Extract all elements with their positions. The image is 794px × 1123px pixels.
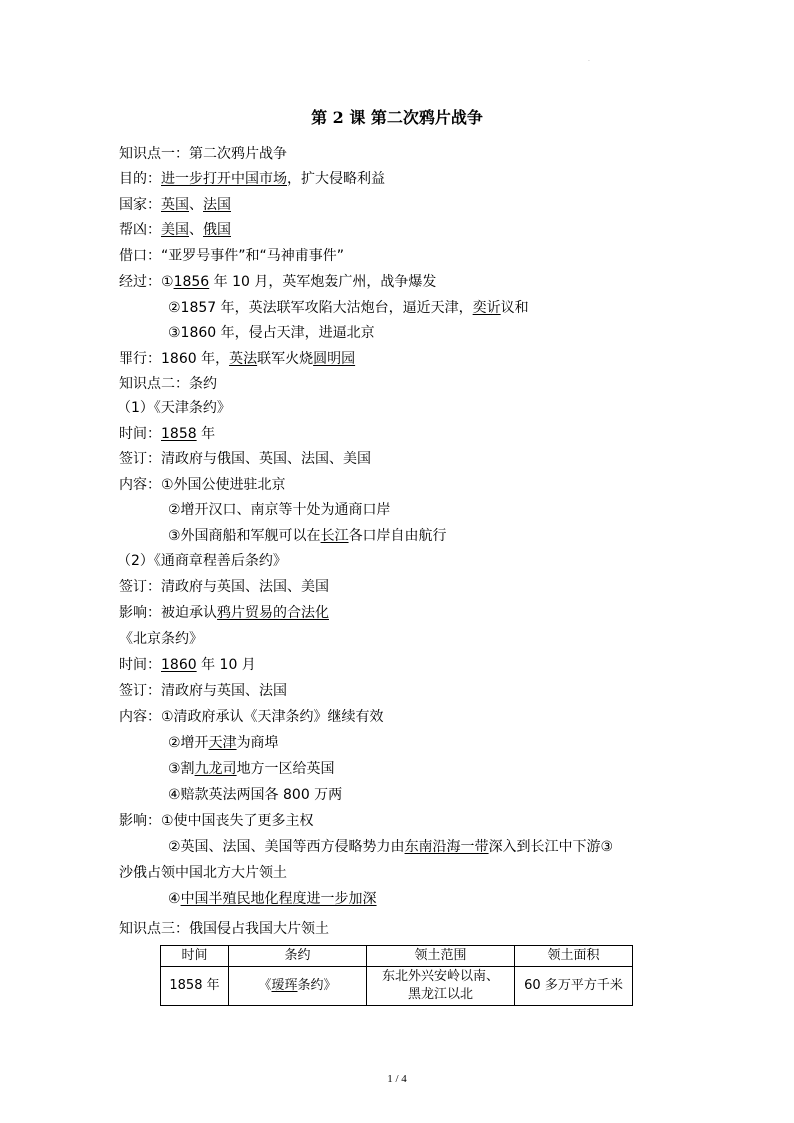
t1-content-3 [168, 526, 447, 546]
t3-time-line [119, 655, 256, 675]
country-britain: 英国 [161, 197, 189, 213]
beijing-treaty-heading: 《北京条约》 [119, 631, 203, 647]
table-header-row [161, 946, 633, 967]
t3-time-rest: 年 10 月 [196, 657, 256, 673]
course-line-2 [168, 298, 529, 318]
effect-line-1: 影响：①使中国丧失了更多主权 [119, 813, 314, 829]
helper-line [119, 220, 231, 240]
t3-content2-underlined: 天津 [208, 735, 237, 751]
treaty-open: 《 [258, 978, 272, 993]
t1-time-line [119, 424, 215, 444]
lesson-title: 第 2 课 第二次鸦片战争 [311, 108, 483, 127]
effect-line-4 [168, 889, 377, 909]
course1-rest: 年 10 月，英军炮轰广州，战争爆发 [209, 274, 437, 290]
pretext-text: “亚罗号事件”和“马神甫事件” [161, 248, 345, 264]
t2-effect-underlined: 鸦片贸易的合法化 [217, 605, 329, 621]
helper-sep: 、 [189, 222, 203, 238]
t3-time-year: 1860 [161, 657, 197, 673]
t3-content-1: 内容：①清政府承认《天津条约》继续有效 [119, 709, 384, 725]
treaty-underlined: 瑷珲 [271, 978, 298, 993]
course-line-3: ③1860 年，侵占天津，进逼北京 [168, 325, 375, 341]
t2-effect-line [119, 603, 329, 623]
k2-heading: 知识点二：条约 [119, 376, 217, 392]
t1-content-1: 内容：①外国公使进驻北京 [119, 477, 286, 493]
t1-time-year: 1858 [161, 426, 197, 442]
t3-content2-rest: 为商埠 [236, 735, 279, 751]
country-sep: 、 [189, 197, 203, 213]
pretext-line [119, 246, 344, 266]
crime-line [119, 349, 355, 369]
purpose-label: 目的： [119, 171, 161, 187]
trade-treaty-heading: （2）《通商章程善后条约》 [117, 553, 287, 569]
effect2-rest: 深入到长江中下游③ [488, 839, 614, 855]
page-number: 1 / 4 [387, 1073, 407, 1085]
country-france: 法国 [203, 197, 231, 213]
t3-content3-underlined: 九龙司 [194, 761, 237, 777]
t3-content-3 [168, 759, 335, 779]
table-header-cell: 领土面积 [515, 946, 633, 967]
t1-content3-text: ③外国商船和军舰可以在 [168, 528, 321, 544]
course-label: 经过：① [119, 274, 174, 290]
country-label: 国家： [119, 197, 161, 213]
table-header-cell: 时间 [161, 946, 229, 967]
t1-content3-rest: 各口岸自由航行 [348, 528, 447, 544]
t1-content-2: ②增开汉口、南京等十处为通商口岸 [168, 502, 391, 518]
crime-mid: 联军火烧 [257, 351, 314, 367]
pretext-label: 借口： [119, 248, 161, 264]
t3-content3-text: ③割 [168, 761, 195, 777]
purpose-underlined: 进一步打开中国市场 [161, 171, 287, 187]
effect2-underlined: 东南沿海一带 [404, 839, 489, 855]
table-row [161, 967, 633, 1006]
t3-sign-line: 签订：清政府与英国、法国 [119, 683, 287, 699]
table-header-cell: 领土范围 [367, 946, 515, 967]
course-line-1 [119, 272, 436, 292]
t1-time-label: 时间： [119, 426, 161, 442]
scope-line-1: 东北外兴安岭以南、 [381, 969, 499, 984]
course2-text: ②1857 年，英法联军攻陷大沽炮台，逼近天津， [168, 300, 473, 316]
course2-underlined: 奕䜣 [472, 300, 501, 316]
t3-content2-text: ②增开 [168, 735, 209, 751]
crime-underlined-1: 英法 [229, 351, 258, 367]
crime-label: 罪行：1860 年， [119, 351, 230, 367]
table-cell-time: 1858 年 [161, 967, 229, 1006]
table-cell-treaty [229, 967, 367, 1006]
effect2-text: ②英国、法国、美国等西方侵略势力由 [168, 839, 405, 855]
effect-line-2 [168, 837, 613, 857]
scope-line-2: 黑龙江以北 [407, 987, 473, 1002]
t3-content3-rest: 地方一区给英国 [236, 761, 335, 777]
course1-year: 1856 [173, 274, 210, 290]
territory-table [160, 945, 633, 1006]
k3-heading: 知识点三：俄国侵占我国大片领土 [119, 921, 329, 937]
crime-underlined-2: 圆明园 [313, 351, 356, 367]
tianjin-treaty-heading: （1）《天津条约》 [117, 400, 231, 416]
k1-heading: 知识点一：第二次鸦片战争 [119, 146, 287, 162]
helper-russia: 俄国 [203, 222, 231, 238]
purpose-rest: ，扩大侵略利益 [287, 171, 385, 187]
treaty-close: 条约》 [297, 978, 337, 993]
effect4-underlined: 中国半殖民地化程度进一步加深 [180, 891, 377, 907]
purpose-line [119, 169, 385, 189]
course2-rest: 议和 [500, 300, 529, 316]
helper-label: 帮凶： [119, 222, 161, 238]
table-cell-area: 60 多万平方千米 [515, 967, 633, 1006]
table-cell-scope [367, 967, 515, 1006]
t1-content3-underlined: 长江 [320, 528, 349, 544]
t3-content-2 [168, 733, 279, 753]
country-line [119, 195, 231, 215]
table-header-cell: 条约 [229, 946, 367, 967]
t3-content-4: ④赔款英法两国各 800 万两 [168, 787, 343, 803]
scan-mark: . [588, 56, 590, 63]
t3-time-label: 时间： [119, 657, 161, 673]
t1-time-rest: 年 [196, 426, 216, 442]
helper-usa: 美国 [161, 222, 189, 238]
t1-sign-line: 签订：清政府与俄国、英国、法国、美国 [119, 451, 371, 467]
t2-sign-line: 签订：清政府与英国、法国、美国 [119, 579, 329, 595]
t2-effect-label: 影响：被迫承认 [119, 605, 217, 621]
effect4-marker: ④ [168, 891, 181, 907]
effect-line-3: 沙俄占领中国北方大片领土 [119, 865, 287, 881]
